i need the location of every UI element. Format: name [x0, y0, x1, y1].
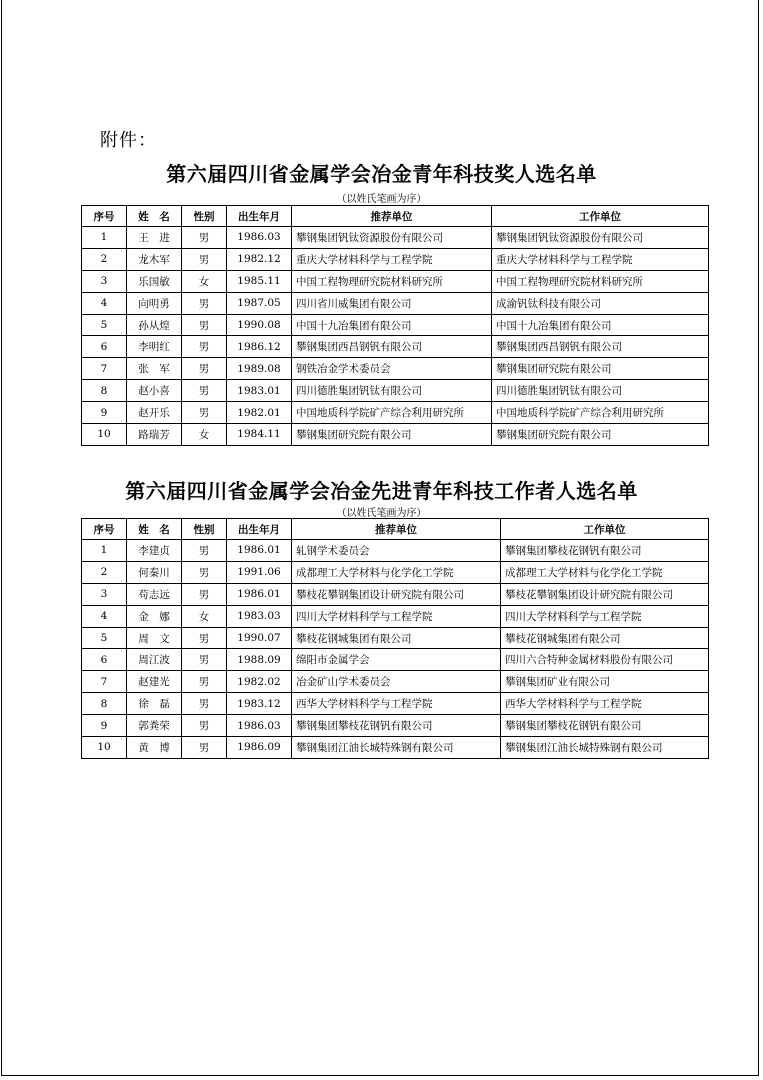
cell-recommender: 四川德胜集团钒钛有限公司 — [292, 380, 492, 402]
cell-name: 周 文 — [127, 627, 182, 649]
cell-employer: 中国工程物理研究院材料研究所 — [492, 270, 709, 292]
cell-employer: 攀钢集团研究院有限公司 — [492, 424, 709, 446]
table-row — [82, 336, 709, 358]
cell-recommender: 重庆大学材料科学与工程学院 — [292, 248, 492, 270]
cell-gender: 男 — [182, 583, 227, 605]
cell-gender: 女 — [182, 270, 227, 292]
cell-employer: 攀钢集团攀枝花钢钒有限公司 — [501, 540, 709, 562]
table-header-row — [82, 519, 709, 540]
cell-recommender: 攀枝花钢城集团有限公司 — [292, 627, 501, 649]
cell-name: 赵开乐 — [127, 402, 182, 424]
cell-index: 7 — [82, 358, 127, 380]
cell-name: 何秦川 — [127, 561, 182, 583]
cell-employer: 成渝钒钛科技有限公司 — [492, 292, 709, 314]
cell-recommender: 西华大学材料科学与工程学院 — [292, 693, 501, 715]
cell-name: 向明勇 — [127, 292, 182, 314]
table-row — [82, 424, 709, 446]
table-row — [82, 583, 709, 605]
cell-index: 9 — [82, 715, 127, 737]
cell-index: 10 — [82, 424, 127, 446]
cell-employer: 攀钢集团研究院有限公司 — [492, 358, 709, 380]
table-row — [82, 671, 709, 693]
cell-birth: 1984.11 — [227, 424, 292, 446]
cell-name: 李明红 — [127, 336, 182, 358]
cell-employer: 中国十九冶集团有限公司 — [492, 314, 709, 336]
table-header-row — [82, 206, 709, 227]
section1-body — [82, 227, 709, 446]
cell-gender: 男 — [182, 227, 227, 249]
cell-index: 5 — [82, 627, 127, 649]
cell-gender: 男 — [182, 737, 227, 759]
cell-employer: 攀枝花钢城集团有限公司 — [501, 627, 709, 649]
cell-birth: 1986.01 — [227, 540, 292, 562]
cell-name: 苟志远 — [127, 583, 182, 605]
cell-index: 8 — [82, 380, 127, 402]
attachment-label: 附件： — [100, 130, 157, 151]
cell-gender: 男 — [182, 540, 227, 562]
section1-subtitle: （以姓氏笔画为序） — [336, 194, 427, 205]
cell-name: 徐 磊 — [127, 693, 182, 715]
header-employer: 工作单位 — [501, 519, 709, 540]
header-recommender: 推荐单位 — [292, 206, 492, 227]
cell-name: 龙木军 — [127, 248, 182, 270]
cell-recommender: 攀钢集团西昌钢钒有限公司 — [292, 336, 492, 358]
table-row — [82, 715, 709, 737]
cell-gender: 女 — [182, 605, 227, 627]
cell-birth: 1985.11 — [227, 270, 292, 292]
cell-name: 金 娜 — [127, 605, 182, 627]
header-gender: 性别 — [182, 206, 227, 227]
cell-gender: 男 — [182, 358, 227, 380]
cell-index: 6 — [82, 649, 127, 671]
table-row — [82, 737, 709, 759]
section2-table — [81, 518, 709, 759]
cell-employer: 攀钢集团江油长城特殊钢有限公司 — [501, 737, 709, 759]
cell-index: 1 — [82, 227, 127, 249]
table-row — [82, 402, 709, 424]
cell-recommender: 冶金矿山学术委员会 — [292, 671, 501, 693]
cell-recommender: 钢铁冶金学术委员会 — [292, 358, 492, 380]
cell-recommender: 轧钢学术委员会 — [292, 540, 501, 562]
cell-index: 1 — [82, 540, 127, 562]
cell-name: 乐国敏 — [127, 270, 182, 292]
cell-birth: 1986.01 — [227, 583, 292, 605]
cell-birth: 1990.08 — [227, 314, 292, 336]
cell-index: 2 — [82, 561, 127, 583]
section2-body — [82, 540, 709, 759]
cell-index: 3 — [82, 583, 127, 605]
cell-gender: 女 — [182, 424, 227, 446]
cell-name: 周江波 — [127, 649, 182, 671]
cell-name: 赵建光 — [127, 671, 182, 693]
header-name: 姓 名 — [127, 519, 182, 540]
table-row — [82, 561, 709, 583]
cell-employer: 四川六合特种金属材料股份有限公司 — [501, 649, 709, 671]
cell-gender: 男 — [182, 314, 227, 336]
cell-employer: 西华大学材料科学与工程学院 — [501, 693, 709, 715]
cell-name: 李建贞 — [127, 540, 182, 562]
cell-recommender: 中国十九冶集团有限公司 — [292, 314, 492, 336]
cell-birth: 1989.08 — [227, 358, 292, 380]
cell-index: 5 — [82, 314, 127, 336]
cell-recommender: 攀钢集团研究院有限公司 — [292, 424, 492, 446]
cell-recommender: 中国工程物理研究院材料研究所 — [292, 270, 492, 292]
cell-gender: 男 — [182, 292, 227, 314]
table-row — [82, 627, 709, 649]
cell-employer: 四川德胜集团钒钛有限公司 — [492, 380, 709, 402]
cell-employer: 攀枝花攀钢集团设计研究院有限公司 — [501, 583, 709, 605]
cell-name: 张 军 — [127, 358, 182, 380]
table-row — [82, 248, 709, 270]
header-recommender: 推荐单位 — [292, 519, 501, 540]
cell-birth: 1982.12 — [227, 248, 292, 270]
cell-index: 7 — [82, 671, 127, 693]
table-row — [82, 270, 709, 292]
cell-recommender: 中国地质科学院矿产综合利用研究所 — [292, 402, 492, 424]
cell-employer: 成都理工大学材料与化学化工学院 — [501, 561, 709, 583]
header-index: 序号 — [82, 206, 127, 227]
cell-employer: 中国地质科学院矿产综合利用研究所 — [492, 402, 709, 424]
cell-name: 赵小喜 — [127, 380, 182, 402]
cell-birth: 1983.03 — [227, 605, 292, 627]
cell-gender: 男 — [182, 336, 227, 358]
cell-birth: 1986.03 — [227, 227, 292, 249]
header-birth: 出生年月 — [227, 206, 292, 227]
header-name: 姓 名 — [127, 206, 182, 227]
cell-employer: 攀钢集团西昌钢钒有限公司 — [492, 336, 709, 358]
cell-gender: 男 — [182, 248, 227, 270]
cell-index: 2 — [82, 248, 127, 270]
header-employer: 工作单位 — [492, 206, 709, 227]
table-row — [82, 540, 709, 562]
cell-gender: 男 — [182, 671, 227, 693]
cell-recommender: 攀枝花攀钢集团设计研究院有限公司 — [292, 583, 501, 605]
cell-gender: 男 — [182, 627, 227, 649]
cell-birth: 1986.09 — [227, 737, 292, 759]
cell-gender: 男 — [182, 402, 227, 424]
cell-birth: 1982.02 — [227, 671, 292, 693]
cell-gender: 男 — [182, 693, 227, 715]
cell-employer: 攀钢集团攀枝花钢钒有限公司 — [501, 715, 709, 737]
table-row — [82, 605, 709, 627]
cell-recommender: 四川大学材料科学与工程学院 — [292, 605, 501, 627]
section1-table — [81, 205, 709, 446]
table-row — [82, 314, 709, 336]
section1-title: 第六届四川省金属学会冶金青年科技奖人选名单 — [166, 162, 597, 186]
cell-index: 6 — [82, 336, 127, 358]
cell-recommender: 攀钢集团江油长城特殊钢有限公司 — [292, 737, 501, 759]
table-row — [82, 292, 709, 314]
cell-gender: 男 — [182, 380, 227, 402]
cell-employer: 攀钢集团矿业有限公司 — [501, 671, 709, 693]
cell-index: 4 — [82, 605, 127, 627]
cell-recommender: 攀钢集团攀枝花钢钒有限公司 — [292, 715, 501, 737]
cell-name: 黄 博 — [127, 737, 182, 759]
cell-name: 孙从煌 — [127, 314, 182, 336]
cell-birth: 1983.01 — [227, 380, 292, 402]
header-index: 序号 — [82, 519, 127, 540]
cell-employer: 重庆大学材料科学与工程学院 — [492, 248, 709, 270]
cell-birth: 1986.12 — [227, 336, 292, 358]
cell-employer: 攀钢集团钒钛资源股份有限公司 — [492, 227, 709, 249]
cell-index: 4 — [82, 292, 127, 314]
cell-recommender: 攀钢集团钒钛资源股份有限公司 — [292, 227, 492, 249]
table-row — [82, 649, 709, 671]
cell-recommender: 成都理工大学材料与化学化工学院 — [292, 561, 501, 583]
table-row — [82, 227, 709, 249]
cell-gender: 男 — [182, 715, 227, 737]
cell-name: 郭粪荣 — [127, 715, 182, 737]
cell-birth: 1986.03 — [227, 715, 292, 737]
cell-index: 8 — [82, 693, 127, 715]
cell-gender: 男 — [182, 561, 227, 583]
table-row — [82, 358, 709, 380]
cell-birth: 1983.12 — [227, 693, 292, 715]
cell-birth: 1988.09 — [227, 649, 292, 671]
table-row — [82, 693, 709, 715]
cell-name: 路瑞芳 — [127, 424, 182, 446]
cell-recommender: 绵阳市金属学会 — [292, 649, 501, 671]
cell-birth: 1987.05 — [227, 292, 292, 314]
cell-name: 王 进 — [127, 227, 182, 249]
cell-gender: 男 — [182, 649, 227, 671]
header-birth: 出生年月 — [227, 519, 292, 540]
header-gender: 性别 — [182, 519, 227, 540]
cell-recommender: 四川省川威集团有限公司 — [292, 292, 492, 314]
cell-birth: 1991.06 — [227, 561, 292, 583]
cell-index: 10 — [82, 737, 127, 759]
cell-index: 3 — [82, 270, 127, 292]
table-row — [82, 380, 709, 402]
section2-subtitle: （以姓氏笔画为序） — [336, 508, 427, 519]
cell-employer: 四川大学材料科学与工程学院 — [501, 605, 709, 627]
cell-birth: 1982.01 — [227, 402, 292, 424]
section2-title: 第六届四川省金属学会冶金先进青年科技工作者人选名单 — [125, 479, 638, 503]
cell-birth: 1990.07 — [227, 627, 292, 649]
cell-index: 9 — [82, 402, 127, 424]
